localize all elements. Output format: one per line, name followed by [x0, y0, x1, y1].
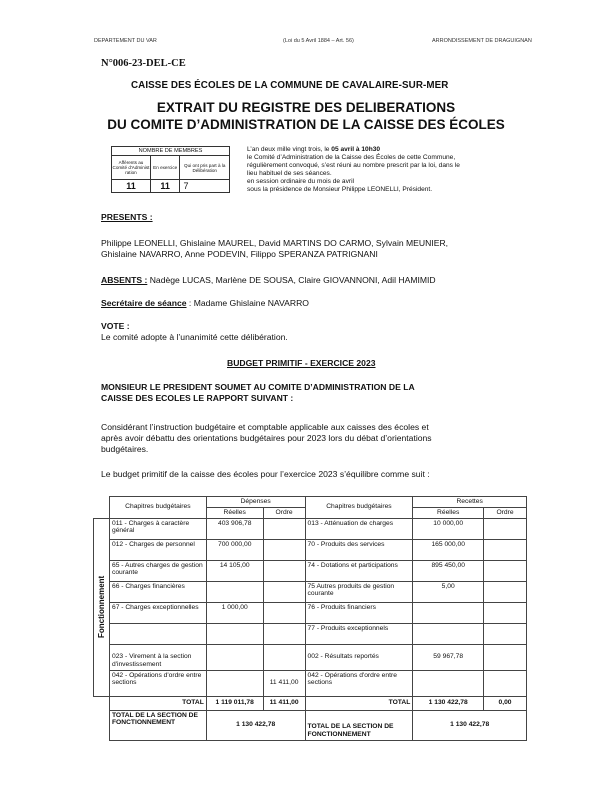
rec-ordre: [484, 518, 527, 539]
rec-ordre: [484, 670, 527, 696]
vote-label: VOTE :: [101, 321, 130, 331]
rec-reelles: 165 000,00: [413, 539, 484, 560]
total-dep-ordre: 11 411,00: [263, 696, 305, 710]
rec-ordre: [484, 581, 527, 602]
head-recettes: Recettes: [413, 497, 527, 508]
session-date: 05 avril à 10h30: [331, 146, 381, 153]
secretary-label: Secrétaire de séance: [101, 298, 187, 308]
header-arrondissement: ARRONDISSEMENT DE DRAGUIGNAN: [432, 38, 532, 44]
intro-line-2: le Comité d’Administration de la Caisse des Écoles de cette Commune,: [247, 154, 456, 161]
table-row: [94, 518, 527, 539]
section-total-dep-value: 1 130 422,78: [206, 710, 305, 740]
secretary-line: [101, 298, 309, 309]
absents-line: [101, 275, 436, 286]
dep-reelles: [206, 623, 263, 644]
intro-line-6: sous la présidence de Monsieur Philippe LEONELLI, Président.: [247, 186, 433, 193]
table-row: [94, 602, 527, 623]
total-label-rec: TOTAL: [305, 696, 413, 710]
vote-text: Le comité adopte à l’unanimité cette délibération.: [101, 332, 288, 342]
header-department: DEPARTEMENT DU VAR: [94, 38, 157, 44]
session-intro: [247, 146, 512, 194]
section-total-rec-value: 1 130 422,78: [413, 710, 527, 740]
dep-chapter: 67 - Charges exceptionnelles: [109, 602, 206, 623]
total-dep-reelles: 1 119 011,78: [206, 696, 263, 710]
dep-reelles: [206, 644, 263, 670]
intro-line-5: en session ordinaire du mois de avril: [247, 178, 355, 185]
head-rec-ordre: Ordre: [484, 507, 527, 518]
rec-ordre: [484, 602, 527, 623]
table-row: [94, 539, 527, 560]
rec-ordre: [484, 644, 527, 670]
dep-ordre: [263, 560, 305, 581]
rec-chapter: 042 - Opérations d'ordre entre sections: [305, 670, 413, 696]
table-total-row: [94, 696, 527, 710]
organization-name: CAISSE DES ÉCOLES DE LA COMMUNE DE CAVALAIRE-SUR-MER: [131, 80, 449, 91]
dep-ordre: [263, 623, 305, 644]
absents-names: Nadège LUCAS, Marlène DE SOUSA, Claire GIOVANNONI, Adil HAMIMID: [147, 275, 436, 285]
rec-ordre: [484, 560, 527, 581]
head-dep-ordre: Ordre: [263, 507, 305, 518]
dep-reelles: 1 000,00: [206, 602, 263, 623]
rec-reelles: 5,00: [413, 581, 484, 602]
table-row: [94, 560, 527, 581]
budget-title: BUDGET PRIMITIF - EXERCICE 2023: [227, 358, 376, 368]
section-total-rec-label: TOTAL DE LA SECTION DE FONCTIONNEMENT: [305, 710, 413, 740]
title-line-2: DU COMITE D’ADMINISTRATION DE LA CAISSE DES ÉCOLES: [107, 117, 505, 132]
dep-chapter: 011 - Charges à caractère général: [109, 518, 206, 539]
total-rec-ordre: 0,00: [484, 696, 527, 710]
president-line-2: CAISSE DES ECOLES LE RAPPORT SUIVANT :: [101, 393, 294, 403]
rec-reelles: 10 000,00: [413, 518, 484, 539]
rec-chapter: 002 - Résultats reportés: [305, 644, 413, 670]
head-rec-reelles: Réelles: [413, 507, 484, 518]
dep-chapter: 66 - Charges financières: [109, 581, 206, 602]
rec-ordre: [484, 623, 527, 644]
consider-line-2: après avoir débattu des orientations budgétaires pour 2023 lors du débat d’orientations: [101, 433, 432, 443]
dep-ordre: [263, 602, 305, 623]
dep-reelles: 14 105,00: [206, 560, 263, 581]
dep-ordre: [263, 539, 305, 560]
presents-line-1: Philippe LEONELLI, Ghislaine MAUREL, David MARTINS DO CARMO, Sylvain MEUNIER,: [101, 238, 449, 248]
rec-chapter: 77 - Produits exceptionnels: [305, 623, 413, 644]
table-row: [94, 644, 527, 670]
members-active-value: 11: [150, 180, 180, 193]
members-assigned-label: Afférents au Comité d'Administ ration: [112, 156, 151, 180]
dep-chapter: [109, 623, 206, 644]
header-law: (Loi du 5 Avril 1884 – Art. 56): [283, 38, 354, 44]
table-section-total-row: [94, 710, 527, 740]
dep-chapter: 042 - Opérations d'ordre entre sections: [109, 670, 206, 696]
rec-reelles: [413, 670, 484, 696]
dep-ordre: 11 411,00: [263, 670, 305, 696]
rec-chapter: 70 - Produits des services: [305, 539, 413, 560]
head-revenue-chapters: Chapitres budgétaires: [305, 497, 413, 519]
dep-chapter: 65 - Autres charges de gestion courante: [109, 560, 206, 581]
dep-reelles: [206, 581, 263, 602]
table-row: [94, 581, 527, 602]
dep-reelles: 700 000,00: [206, 539, 263, 560]
rec-reelles: [413, 602, 484, 623]
members-participating-value: 7: [180, 180, 230, 193]
intro-line-4: lieu habituel de ses séances.: [247, 170, 332, 177]
section-total-dep-label: TOTAL DE LA SECTION DE FONCTIONNEMENT: [109, 710, 206, 740]
table-header-row: [94, 497, 527, 508]
members-box-title: NOMBRE DE MEMBRES: [112, 147, 230, 156]
table-row: [94, 623, 527, 644]
presents-line-2: Ghislaine NAVARRO, Anne PODEVIN, Filippo SPERANZA PATRIGNANI: [101, 249, 378, 259]
rec-chapter: 013 - Atténuation de charges: [305, 518, 413, 539]
secretary-name: : Madame Ghislaine NAVARRO: [186, 298, 309, 308]
members-participating-label: Qui ont pris part à la Délibération: [180, 156, 230, 180]
head-expense-chapters: Chapitres budgétaires: [109, 497, 206, 519]
president-line-1: MONSIEUR LE PRESIDENT SOUMET AU COMITE D’ADMINISTRATION DE LA: [101, 382, 415, 392]
rec-chapter: 76 - Produits financiers: [305, 602, 413, 623]
dep-reelles: 403 906,78: [206, 518, 263, 539]
absents-label: ABSENTS :: [101, 275, 148, 285]
members-count-box: [111, 146, 230, 193]
section-fonctionnement-label: Fonctionnement: [94, 518, 110, 696]
head-depenses: Dépenses: [206, 497, 305, 508]
rec-reelles: 895 450,00: [413, 560, 484, 581]
table-row: [94, 670, 527, 696]
rec-chapter: 74 - Dotations et participations: [305, 560, 413, 581]
budget-table: [93, 496, 527, 741]
dep-ordre: [263, 518, 305, 539]
dep-chapter: 012 - Charges de personnel: [109, 539, 206, 560]
total-rec-reelles: 1 130 422,78: [413, 696, 484, 710]
dep-reelles: [206, 670, 263, 696]
rec-reelles: 59 967,78: [413, 644, 484, 670]
intro-line-3: régulièrement convoqué, s’est réuni au nombre prescrit par la loi, dans le: [247, 162, 460, 169]
consider-line-3: budgétaires.: [101, 444, 149, 454]
presents-label: PRESENTS :: [101, 212, 153, 222]
members-assigned-value: 11: [112, 180, 151, 193]
title-line-1: EXTRAIT DU REGISTRE DES DELIBERATIONS: [156, 100, 456, 115]
consider-line-1: Considérant l’instruction budgétaire et comptable applicable aux caisses des écoles et: [101, 422, 429, 432]
rec-reelles: [413, 623, 484, 644]
members-active-label: En exercice: [150, 156, 180, 180]
rec-chapter: 75 Autres produits de gestion courante: [305, 581, 413, 602]
rec-ordre: [484, 539, 527, 560]
intro-line1-text: L’an deux mille vingt trois, le: [247, 146, 332, 153]
head-dep-reelles: Réelles: [206, 507, 263, 518]
balance-text: Le budget primitif de la caisse des écoles pour l’exercice 2023 s’équilibre comme suit :: [101, 469, 430, 479]
dep-ordre: [263, 581, 305, 602]
dep-chapter: 023 - Virement à la section d'investissement: [109, 644, 206, 670]
dep-ordre: [263, 644, 305, 670]
deliberation-reference: N°006-23-DEL-CE: [101, 58, 186, 69]
total-label-dep: TOTAL: [109, 696, 206, 710]
